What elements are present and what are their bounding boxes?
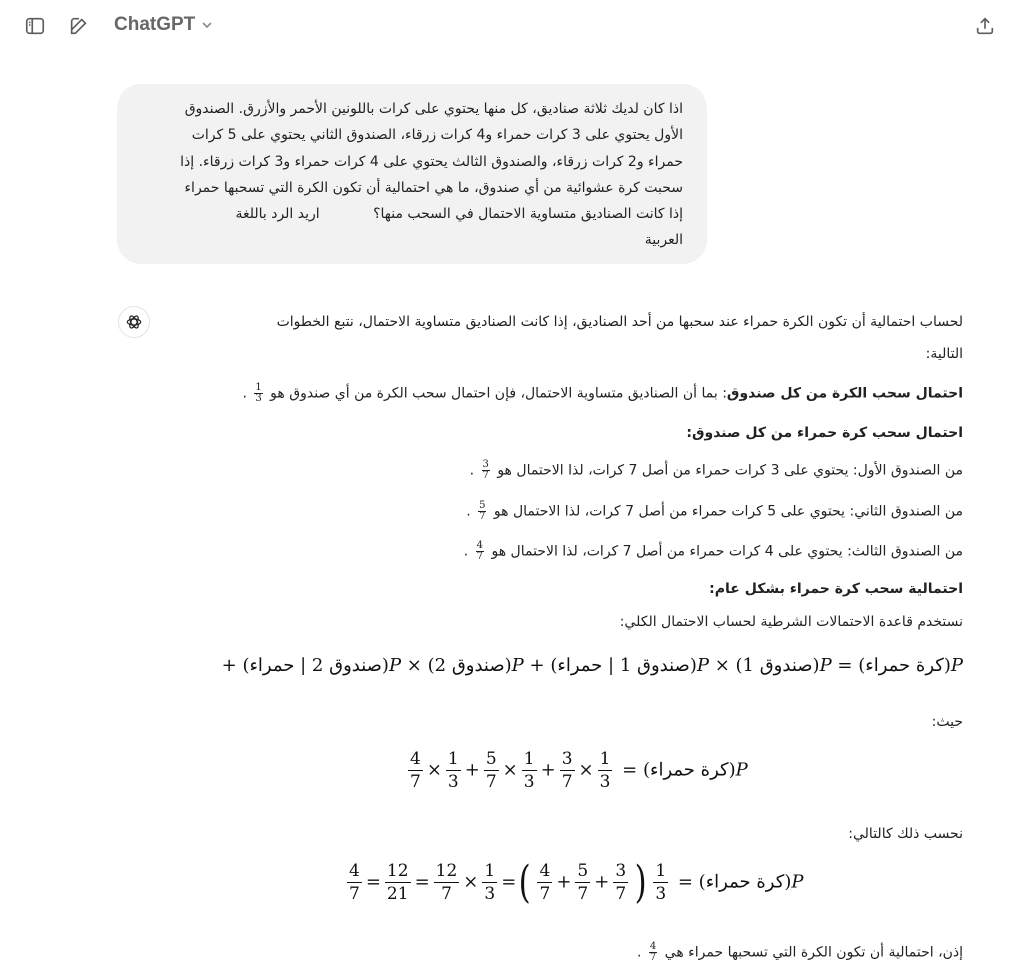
red-per-box-title: احتمال سحب كرة حمراء من كل صندوق:: [686, 425, 963, 441]
user-message-bubble: [117, 84, 707, 264]
fraction: $\frac{5}{7}$: [479, 500, 486, 522]
fraction: $\frac{4}{7}$: [649, 941, 657, 963]
openai-logo-icon: [118, 306, 150, 338]
sidebar-toggle-icon[interactable]: [22, 13, 48, 39]
general-title: احتمالية سحب كرة حمراء بشكل عام:: [709, 581, 963, 597]
box3-text: من الصندوق الثالث: يحتوي على 4 كرات حمراء من أصل 7 كرات، لذا الاحتمال هو: [491, 543, 963, 560]
conclusion-line: إذن، احتمالية أن تكون الكرة التي تسحبها حمراء هي $\frac{4}{7}$ .: [636, 941, 963, 963]
compute-label: نحسب ذلك كالتالي:: [848, 826, 963, 842]
box3-line: من الصندوق الثالث: يحتوي على 4 كرات حمراء من أصل 7 كرات، لذا الاحتمال هو $\frac{4}{7}$ .: [463, 540, 963, 562]
box-probability-text: : بما أن الصناديق متساوية الاحتمال، فإن احتمال سحب الكرة من أي صندوق هو: [270, 385, 727, 402]
share-icon[interactable]: [972, 13, 998, 39]
equation-substitution: $\frac{4}{7}$ × $\frac{1}{3}$ + $\frac{5}{7}$ × $\frac{1}{3}$ + $\frac{3}{7}$ × $\frac{1}{3}$ = (كرة حمراء)P: [410, 749, 748, 792]
model-name: ChatGPT: [114, 14, 196, 35]
conclusion-text: إذن، احتمالية أن تكون الكرة التي تسحبها حمراء هي: [664, 944, 963, 961]
box2-text: من الصندوق الثاني: يحتوي على 5 كرات حمراء من أصل 7 كرات، لذا الاحتمال هو: [493, 503, 963, 520]
edit-icon[interactable]: [66, 13, 92, 39]
box2-line: من الصندوق الثاني: يحتوي على 5 كرات حمراء من أصل 7 كرات، لذا الاحتمال هو $\frac{5}{7}$ .: [466, 500, 963, 522]
chevron-down-icon: [201, 19, 213, 31]
answer-intro-line1: لحساب احتمالية أن تكون الكرة حمراء عند سحبها من أحد الصناديق، إذا كانت الصناديق متساوية الاحتمال، نتبع الخطوات: [276, 314, 963, 330]
box1-line: من الصندوق الأول: يحتوي على 3 كرات حمراء من أصل 7 كرات، لذا الاحتمال هو $\frac{3}{7}$ .: [469, 459, 963, 481]
equation-result: $\frac{4}{7}$ = $\frac{12}{21}$ = $\frac{12}{7}$ × $\frac{1}{3}$ =( $\frac{4}{7}$ + $\frac{5}{7}$ + $\frac{3}{7}$ ) $\frac{1}{3}$ = (كرة حمراء)P: [349, 856, 804, 908]
fraction: $\frac{4}{7}$: [476, 540, 484, 562]
rule-text: نستخدم قاعدة الاحتمالات الشرطية لحساب الاحتمال الكلي:: [619, 614, 963, 630]
where-label: حيث:: [931, 714, 963, 730]
user-message-text: اذا كان لديك ثلاثة صناديق، كل منها يحتوي على كرات باللونين الأحمر والأزرق. الصندوق الأول يحتوي على 3 كرات حمراء و4 كرات زرقاء، الصندوق الثاني يحتوي على 5 كرات حمراء و2 كرات زرقاء، والصندوق الثالث يحتوي على 4 كرات حمراء و3 كرات زرقاء. إذا سحبت كرة عشوائية من أي صندوق، ما هي احتمالية أن تكون الكرة التي تسحبها حمراء إذا كانت الصناديق متساوية الاحتمال في السحب منها؟ اريد الرد باللغة العربية: [180, 101, 683, 249]
fraction: $\frac{3}{7}$: [482, 459, 489, 481]
box1-text: من الصندوق الأول: يحتوي على 3 كرات حمراء من أصل 7 كرات، لذا الاحتمال هو: [497, 462, 963, 479]
equation-total-probability: + ( صندوق 2 | حمراء )P × (صندوق 2)P + ( صندوق 1 | حمراء )P × (صندوق 1)P = (كرة حمراء)P: [221, 655, 963, 676]
model-selector[interactable]: [114, 14, 213, 36]
box-probability-line: احتمال سحب الكرة من كل صندوق: بما أن الصناديق متساوية الاحتمال، فإن احتمال سحب الكرة من أي صندوق هو $\frac{1}{3}$ .: [242, 382, 963, 404]
answer-intro-line2: التالية:: [925, 346, 963, 362]
fraction: $\frac{1}{3}$: [255, 382, 262, 404]
box-probability-title: احتمال سحب الكرة من كل صندوق: [726, 385, 963, 402]
top-bar: [0, 0, 1017, 50]
